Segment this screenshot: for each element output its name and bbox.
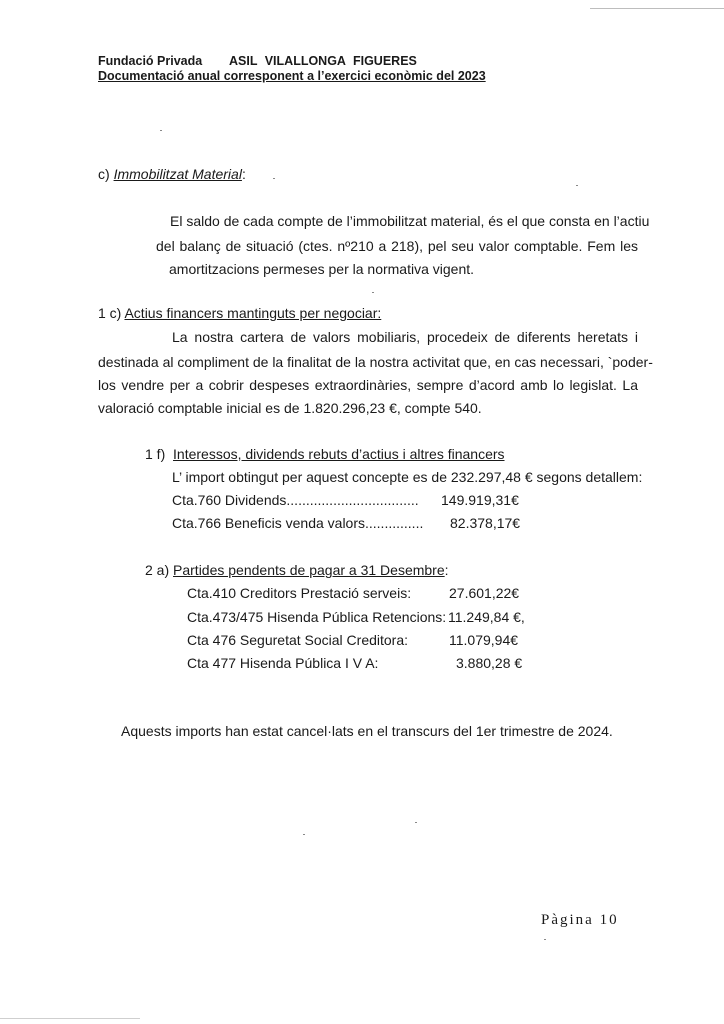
paragraph-line: los vendre per a cobrir despeses extraordinàries, sempre d’acord amb lo legislat. La: [98, 377, 638, 393]
scan-speck: [576, 185, 578, 186]
section-title: Immobilitzat Material: [113, 166, 242, 182]
account-amount: 11.079,94€: [449, 632, 519, 648]
section-title: Partides pendents de pagar a 31 Desembre: [173, 562, 445, 578]
scan-speck: [303, 834, 305, 835]
account-label: Cta.410 Creditors Prestació serveis:: [187, 585, 412, 601]
paragraph-line: destinada al compliment de la finalitat de la nostra activitat que, en cas necessari, `poder-: [98, 354, 653, 370]
section-prefix: c): [98, 166, 110, 182]
account-label: Cta.766 Beneficis venda valors...............: [172, 515, 424, 531]
header-org: Fundació Privada: [98, 54, 203, 68]
account-label: Cta 476 Seguretat Social Creditora:: [187, 632, 409, 648]
account-amount: 82.378,17€: [450, 515, 521, 531]
section-heading: [145, 562, 449, 578]
paragraph-line: La nostra cartera de valors mobiliaris, procedeix de diferents heretats i: [172, 329, 638, 345]
account-amount: 3.880,28 €: [456, 655, 523, 671]
intro-line: L’ import obtingut per aquest concepte es de 232.297,48 € segons detallem:: [172, 469, 643, 485]
section-heading: [145, 446, 505, 462]
account-label: Cta 477 Hisenda Pública I V A:: [187, 655, 379, 671]
scan-speck: [544, 939, 546, 940]
paragraph-line: El saldo de cada compte de l’immobilitzat material, és el que consta en l’actiu: [170, 213, 650, 229]
paragraph-line: del balanç de situació (ctes. nº210 a 218), pel seu valor comptable. Fem les: [156, 238, 638, 254]
header-subtitle: Documentació anual corresponent a l’exercici econòmic del 2023: [98, 69, 486, 83]
scan-edge-line: [590, 8, 724, 9]
account-amount: 27.601,22€: [449, 585, 520, 601]
scan-speck: [160, 130, 162, 131]
section-heading: [98, 166, 246, 182]
section-prefix: 2 a): [145, 562, 170, 578]
paragraph-line: valoració comptable inicial es de 1.820.296,23 €, compte 540.: [98, 400, 482, 416]
section-title: Interessos, dividends rebuts d’actius i altres financers: [173, 446, 505, 462]
section-suffix: :: [241, 166, 246, 182]
closing-statement: Aquests imports han estat cancel·lats en el transcurs del 1er trimestre de 2024.: [121, 723, 613, 739]
section-prefix: 1 c): [98, 305, 122, 321]
account-amount: 149.919,31€: [441, 492, 519, 508]
header-name: ASIL VILALLONGA FIGUERES: [229, 54, 417, 68]
scan-speck: [372, 292, 374, 293]
paragraph-line: amortitzacions permeses per la normativa vigent.: [169, 261, 475, 277]
account-amount: 11.249,84 €,: [448, 609, 525, 625]
account-label: Cta.760 Dividends..................................: [172, 492, 419, 508]
section-title: Actius financers mantinguts per negociar:: [124, 305, 382, 321]
section-suffix: :: [444, 562, 449, 578]
account-label: Cta.473/475 Hisenda Pública Retencions:: [187, 609, 447, 625]
section-heading: [98, 305, 381, 321]
scan-speck: [273, 178, 275, 179]
page-number: Pàgina 10: [541, 912, 619, 928]
section-prefix: 1 f): [145, 446, 166, 462]
scan-speck: [415, 822, 417, 823]
scan-edge-line: [0, 1018, 140, 1019]
